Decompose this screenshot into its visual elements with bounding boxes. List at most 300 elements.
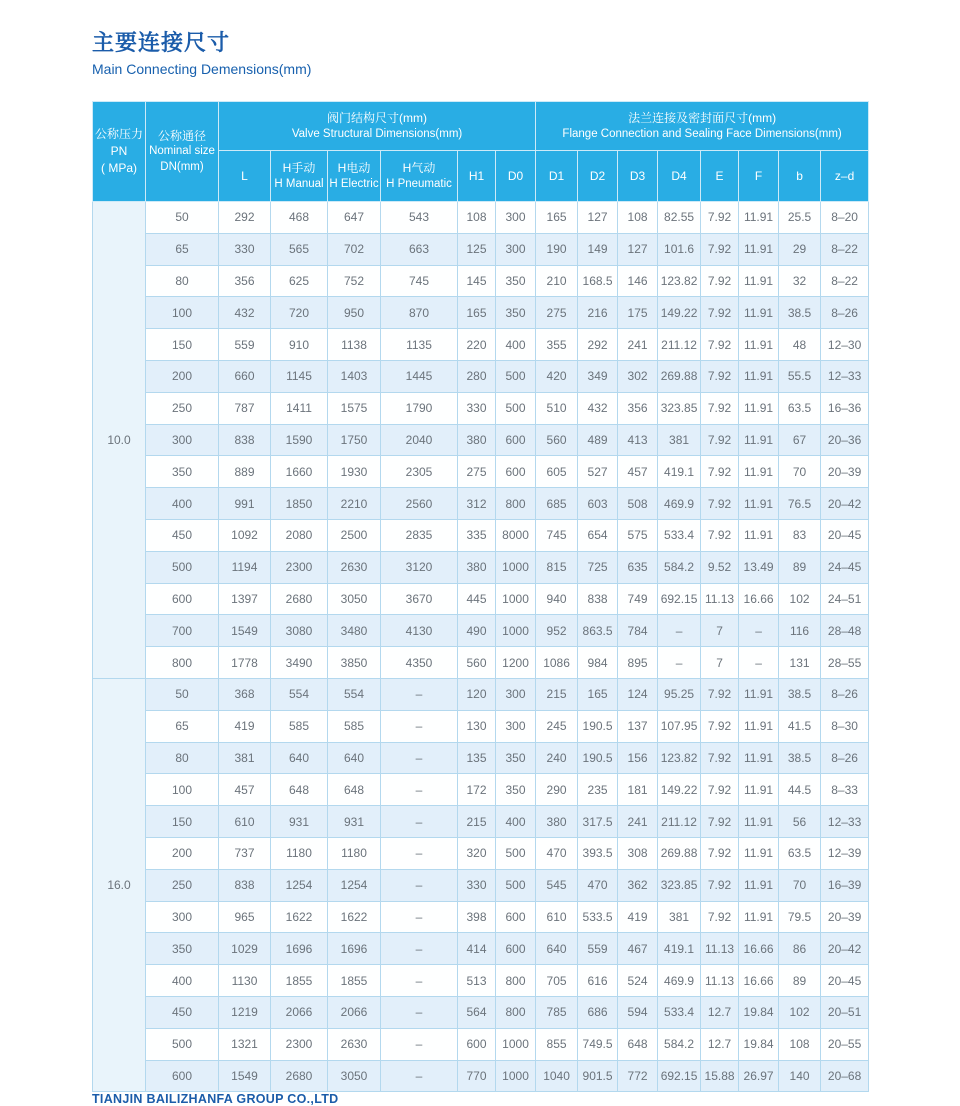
dim-cell: 1145: [271, 360, 328, 392]
dim-cell: 181: [618, 774, 658, 806]
dim-cell: 600: [458, 1028, 496, 1060]
dim-cell: 11.91: [739, 901, 779, 933]
dim-cell: 838: [219, 424, 271, 456]
dimensions-table: [92, 101, 869, 1092]
dim-cell: 600: [496, 933, 536, 965]
table-row: [93, 1028, 869, 1060]
dim-cell: 235: [578, 774, 618, 806]
dim-cell: 527: [578, 456, 618, 488]
dim-cell: 863.5: [578, 615, 618, 647]
dim-cell: 467: [618, 933, 658, 965]
dim-cell: 500: [496, 869, 536, 901]
dim-cell: 745: [381, 265, 458, 297]
column-header-z-d: z–d: [821, 151, 869, 202]
dn-cell: 450: [146, 519, 219, 551]
column-header-h-manual: H手动 H Manual: [271, 151, 328, 202]
column-header-h-electric: H电动 H Electric: [328, 151, 381, 202]
table-row: [93, 551, 869, 583]
dim-cell: 349: [578, 360, 618, 392]
dim-cell: 350: [496, 742, 536, 774]
dim-cell: 605: [536, 456, 578, 488]
dim-cell: 11.91: [739, 329, 779, 361]
dim-cell: 300: [496, 710, 536, 742]
dim-cell: 108: [458, 202, 496, 234]
dim-cell: 7.92: [701, 329, 739, 361]
dim-cell: 362: [618, 869, 658, 901]
dim-cell: 3850: [328, 647, 381, 679]
dim-cell: 79.5: [779, 901, 821, 933]
dim-cell: 7.92: [701, 392, 739, 424]
dim-cell: 510: [536, 392, 578, 424]
dim-cell: 11.91: [739, 360, 779, 392]
dim-cell: 2680: [271, 583, 328, 615]
table-row: [93, 933, 869, 965]
dim-cell: 940: [536, 583, 578, 615]
dn-cell: 50: [146, 678, 219, 710]
dim-cell: 610: [219, 806, 271, 838]
dim-cell: 11.91: [739, 488, 779, 520]
dim-cell: 1000: [496, 1060, 536, 1092]
dim-cell: 146: [618, 265, 658, 297]
dim-cell: 419.1: [658, 456, 701, 488]
dn-cell: 200: [146, 360, 219, 392]
dim-cell: 490: [458, 615, 496, 647]
dim-cell: 12–30: [821, 329, 869, 361]
dim-cell: 489: [578, 424, 618, 456]
dim-cell: 705: [536, 965, 578, 997]
dim-cell: 931: [271, 806, 328, 838]
dim-cell: 543: [381, 202, 458, 234]
table-row: [93, 1060, 869, 1092]
dim-cell: 16.66: [739, 965, 779, 997]
dim-cell: 380: [458, 424, 496, 456]
dim-cell: 190: [536, 233, 578, 265]
dn-cell: 150: [146, 329, 219, 361]
dim-cell: 533.4: [658, 996, 701, 1028]
dn-cell: 80: [146, 265, 219, 297]
dim-cell: 600: [496, 901, 536, 933]
dim-cell: 55.5: [779, 360, 821, 392]
dim-cell: 8000: [496, 519, 536, 551]
dim-cell: 11.91: [739, 774, 779, 806]
dim-cell: 350: [496, 265, 536, 297]
dim-cell: –: [658, 615, 701, 647]
dim-cell: 8–22: [821, 233, 869, 265]
dim-cell: 28–48: [821, 615, 869, 647]
dim-cell: 895: [618, 647, 658, 679]
dim-cell: 8–30: [821, 710, 869, 742]
dim-cell: 175: [618, 297, 658, 329]
dim-cell: 350: [496, 774, 536, 806]
dim-cell: 381: [658, 424, 701, 456]
dim-cell: 156: [618, 742, 658, 774]
dim-cell: 63.5: [779, 392, 821, 424]
dim-cell: 211.12: [658, 806, 701, 838]
dim-cell: 123.82: [658, 742, 701, 774]
table-row: [93, 488, 869, 520]
dim-cell: 508: [618, 488, 658, 520]
dim-cell: 123.82: [658, 265, 701, 297]
header-group-valve-structural: 阀门结构尺寸(mm) Valve Structural Dimensions(mm): [219, 102, 536, 151]
dim-cell: 44.5: [779, 774, 821, 806]
dim-cell: 24–51: [821, 583, 869, 615]
dim-cell: 1750: [328, 424, 381, 456]
table-row: [93, 392, 869, 424]
dim-cell: 11.91: [739, 233, 779, 265]
dim-cell: 67: [779, 424, 821, 456]
dim-cell: 7.92: [701, 519, 739, 551]
dim-cell: 745: [536, 519, 578, 551]
dim-cell: 1194: [219, 551, 271, 583]
dim-cell: 120: [458, 678, 496, 710]
dim-cell: 317.5: [578, 806, 618, 838]
dim-cell: 130: [458, 710, 496, 742]
dim-cell: 4350: [381, 647, 458, 679]
table-row: [93, 742, 869, 774]
dn-cell: 150: [146, 806, 219, 838]
dim-cell: 2630: [328, 1028, 381, 1060]
dim-cell: 1092: [219, 519, 271, 551]
dim-cell: 2835: [381, 519, 458, 551]
dim-cell: 312: [458, 488, 496, 520]
dim-cell: 692.15: [658, 1060, 701, 1092]
dim-cell: 48: [779, 329, 821, 361]
dim-cell: 149.22: [658, 297, 701, 329]
dim-cell: 330: [219, 233, 271, 265]
dim-cell: 131: [779, 647, 821, 679]
dim-cell: 13.49: [739, 551, 779, 583]
table-row: [93, 615, 869, 647]
dim-cell: 3120: [381, 551, 458, 583]
dim-cell: 20–42: [821, 488, 869, 520]
dim-cell: 752: [328, 265, 381, 297]
table-row: [93, 901, 869, 933]
dim-cell: 469.9: [658, 965, 701, 997]
dim-cell: 600: [496, 456, 536, 488]
dim-cell: –: [381, 1028, 458, 1060]
dim-cell: 127: [618, 233, 658, 265]
dim-cell: 686: [578, 996, 618, 1028]
dim-cell: 640: [271, 742, 328, 774]
dim-cell: 190.5: [578, 742, 618, 774]
dim-cell: 800: [496, 996, 536, 1028]
dim-cell: 1411: [271, 392, 328, 424]
dim-cell: 12.7: [701, 996, 739, 1028]
table-row: [93, 774, 869, 806]
dim-cell: 19.84: [739, 996, 779, 1028]
dim-cell: 20–42: [821, 933, 869, 965]
dim-cell: 380: [458, 551, 496, 583]
dim-cell: –: [381, 869, 458, 901]
dim-cell: 89: [779, 965, 821, 997]
dim-cell: 381: [658, 901, 701, 933]
dim-cell: 1850: [271, 488, 328, 520]
dim-cell: 2210: [328, 488, 381, 520]
dim-cell: 513: [458, 965, 496, 997]
dim-cell: 149: [578, 233, 618, 265]
dim-cell: 38.5: [779, 678, 821, 710]
dn-cell: 400: [146, 488, 219, 520]
dim-cell: 685: [536, 488, 578, 520]
dim-cell: 414: [458, 933, 496, 965]
dim-cell: 500: [496, 392, 536, 424]
dim-cell: 910: [271, 329, 328, 361]
dim-cell: 533.4: [658, 519, 701, 551]
dim-cell: 210: [536, 265, 578, 297]
dn-cell: 50: [146, 202, 219, 234]
dim-cell: 855: [536, 1028, 578, 1060]
dim-cell: 290: [536, 774, 578, 806]
dim-cell: 1622: [271, 901, 328, 933]
dim-cell: 965: [219, 901, 271, 933]
dim-cell: 1000: [496, 551, 536, 583]
dim-cell: 1086: [536, 647, 578, 679]
dim-cell: –: [381, 806, 458, 838]
dim-cell: 7.92: [701, 202, 739, 234]
dim-cell: 2300: [271, 551, 328, 583]
dim-cell: –: [739, 647, 779, 679]
dim-cell: 20–68: [821, 1060, 869, 1092]
dim-cell: 554: [271, 678, 328, 710]
table-row: [93, 806, 869, 838]
dim-cell: 648: [328, 774, 381, 806]
dim-cell: 102: [779, 996, 821, 1028]
dim-cell: 1138: [328, 329, 381, 361]
dim-cell: 594: [618, 996, 658, 1028]
table-row: [93, 456, 869, 488]
dn-cell: 500: [146, 1028, 219, 1060]
column-header-e: E: [701, 151, 739, 202]
dim-cell: 28–55: [821, 647, 869, 679]
dim-cell: 241: [618, 329, 658, 361]
dim-cell: 11.91: [739, 392, 779, 424]
dim-cell: 469.9: [658, 488, 701, 520]
dim-cell: 1660: [271, 456, 328, 488]
dim-cell: 70: [779, 869, 821, 901]
header-dn: 公称通径 Nominal size DN(mm): [146, 102, 219, 202]
dim-cell: 3080: [271, 615, 328, 647]
dim-cell: 784: [618, 615, 658, 647]
dim-cell: 355: [536, 329, 578, 361]
dim-cell: 838: [219, 869, 271, 901]
dim-cell: 419: [219, 710, 271, 742]
dim-cell: 2305: [381, 456, 458, 488]
dim-cell: 524: [618, 965, 658, 997]
dn-cell: 65: [146, 710, 219, 742]
dn-cell: 700: [146, 615, 219, 647]
dim-cell: 320: [458, 837, 496, 869]
dim-cell: 1575: [328, 392, 381, 424]
dim-cell: 308: [618, 837, 658, 869]
dim-cell: 292: [219, 202, 271, 234]
dim-cell: 8–22: [821, 265, 869, 297]
dim-cell: 749: [618, 583, 658, 615]
dim-cell: 11.91: [739, 710, 779, 742]
dim-cell: 564: [458, 996, 496, 1028]
dim-cell: 368: [219, 678, 271, 710]
dim-cell: 7.92: [701, 710, 739, 742]
dim-cell: 41.5: [779, 710, 821, 742]
dim-cell: 737: [219, 837, 271, 869]
dim-cell: 7.92: [701, 456, 739, 488]
dim-cell: 7.92: [701, 233, 739, 265]
dim-cell: 86: [779, 933, 821, 965]
dim-cell: 25.5: [779, 202, 821, 234]
dim-cell: 107.95: [658, 710, 701, 742]
dim-cell: 11.13: [701, 965, 739, 997]
dim-cell: 82.55: [658, 202, 701, 234]
dim-cell: 7.92: [701, 806, 739, 838]
dim-cell: 1930: [328, 456, 381, 488]
dim-cell: –: [381, 837, 458, 869]
dim-cell: 554: [328, 678, 381, 710]
dim-cell: 9.52: [701, 551, 739, 583]
dim-cell: –: [381, 710, 458, 742]
dim-cell: 400: [496, 329, 536, 361]
dim-cell: 380: [536, 806, 578, 838]
dim-cell: 457: [618, 456, 658, 488]
dn-cell: 600: [146, 583, 219, 615]
dim-cell: 1130: [219, 965, 271, 997]
dim-cell: 1000: [496, 1028, 536, 1060]
column-header-d4: D4: [658, 151, 701, 202]
column-header-h-pneumatic: H气动 H Pneumatic: [381, 151, 458, 202]
dim-cell: 300: [496, 233, 536, 265]
table-row: [93, 647, 869, 679]
dim-cell: 560: [536, 424, 578, 456]
dim-cell: 11.91: [739, 869, 779, 901]
pn-group-cell: 16.0: [93, 678, 146, 1091]
dim-cell: 585: [271, 710, 328, 742]
dim-cell: 2560: [381, 488, 458, 520]
dim-cell: 20–45: [821, 965, 869, 997]
table-row: [93, 996, 869, 1028]
dim-cell: 20–51: [821, 996, 869, 1028]
dim-cell: 135: [458, 742, 496, 774]
dim-cell: 216: [578, 297, 618, 329]
dim-cell: 149.22: [658, 774, 701, 806]
dim-cell: 1135: [381, 329, 458, 361]
dim-cell: 725: [578, 551, 618, 583]
table-row: [93, 329, 869, 361]
dn-cell: 200: [146, 837, 219, 869]
dim-cell: 8–26: [821, 297, 869, 329]
dim-cell: 445: [458, 583, 496, 615]
dim-cell: 269.88: [658, 360, 701, 392]
dim-cell: 559: [578, 933, 618, 965]
dim-cell: 400: [496, 806, 536, 838]
dim-cell: 137: [618, 710, 658, 742]
dim-cell: –: [381, 774, 458, 806]
dim-cell: 3490: [271, 647, 328, 679]
dn-cell: 300: [146, 901, 219, 933]
table-row: [93, 202, 869, 234]
dim-cell: 89: [779, 551, 821, 583]
dim-cell: 660: [219, 360, 271, 392]
dim-cell: 3050: [328, 1060, 381, 1092]
table-row: [93, 360, 869, 392]
dim-cell: 559: [219, 329, 271, 361]
dim-cell: 8–20: [821, 202, 869, 234]
dim-cell: 108: [618, 202, 658, 234]
dim-cell: 991: [219, 488, 271, 520]
dim-cell: 800: [496, 965, 536, 997]
dn-cell: 300: [146, 424, 219, 456]
dn-cell: 450: [146, 996, 219, 1028]
dim-cell: 8–26: [821, 678, 869, 710]
dim-cell: 1397: [219, 583, 271, 615]
dim-cell: 215: [536, 678, 578, 710]
dim-cell: 1445: [381, 360, 458, 392]
dim-cell: 785: [536, 996, 578, 1028]
dim-cell: 292: [578, 329, 618, 361]
dn-cell: 250: [146, 392, 219, 424]
dim-cell: 800: [496, 488, 536, 520]
dim-cell: 2300: [271, 1028, 328, 1060]
dim-cell: 38.5: [779, 297, 821, 329]
dim-cell: 663: [381, 233, 458, 265]
dim-cell: 16.66: [739, 933, 779, 965]
dim-cell: 1622: [328, 901, 381, 933]
dim-cell: 356: [618, 392, 658, 424]
dim-cell: 413: [618, 424, 658, 456]
dim-cell: 2066: [328, 996, 381, 1028]
dim-cell: 7.92: [701, 678, 739, 710]
column-header-d2: D2: [578, 151, 618, 202]
dim-cell: 1219: [219, 996, 271, 1028]
dim-cell: 12–33: [821, 360, 869, 392]
dim-cell: 7.92: [701, 869, 739, 901]
dim-cell: 350: [496, 297, 536, 329]
dn-cell: 400: [146, 965, 219, 997]
dim-cell: 11.91: [739, 297, 779, 329]
dim-cell: –: [381, 901, 458, 933]
pn-group-cell: 10.0: [93, 202, 146, 679]
dn-cell: 80: [146, 742, 219, 774]
dim-cell: 7.92: [701, 265, 739, 297]
dim-cell: 952: [536, 615, 578, 647]
dim-cell: 16.66: [739, 583, 779, 615]
dim-cell: 8–33: [821, 774, 869, 806]
dim-cell: 323.85: [658, 392, 701, 424]
dim-cell: 11.91: [739, 678, 779, 710]
dim-cell: 125: [458, 233, 496, 265]
column-header-f: F: [739, 151, 779, 202]
dim-cell: 1778: [219, 647, 271, 679]
dim-cell: 1000: [496, 615, 536, 647]
dim-cell: 457: [219, 774, 271, 806]
dim-cell: 83: [779, 519, 821, 551]
dim-cell: 11.91: [739, 456, 779, 488]
dim-cell: 432: [219, 297, 271, 329]
dim-cell: 335: [458, 519, 496, 551]
dn-cell: 350: [146, 456, 219, 488]
dim-cell: 76.5: [779, 488, 821, 520]
dim-cell: 7.92: [701, 742, 739, 774]
dim-cell: 20–39: [821, 456, 869, 488]
dim-cell: 2080: [271, 519, 328, 551]
column-header-b: b: [779, 151, 821, 202]
dim-cell: 102: [779, 583, 821, 615]
dim-cell: –: [381, 1060, 458, 1092]
dim-cell: 190.5: [578, 710, 618, 742]
dim-cell: 2040: [381, 424, 458, 456]
dn-cell: 250: [146, 869, 219, 901]
dim-cell: 63.5: [779, 837, 821, 869]
dim-cell: –: [381, 678, 458, 710]
dim-cell: 1549: [219, 1060, 271, 1092]
dim-cell: 7.92: [701, 488, 739, 520]
